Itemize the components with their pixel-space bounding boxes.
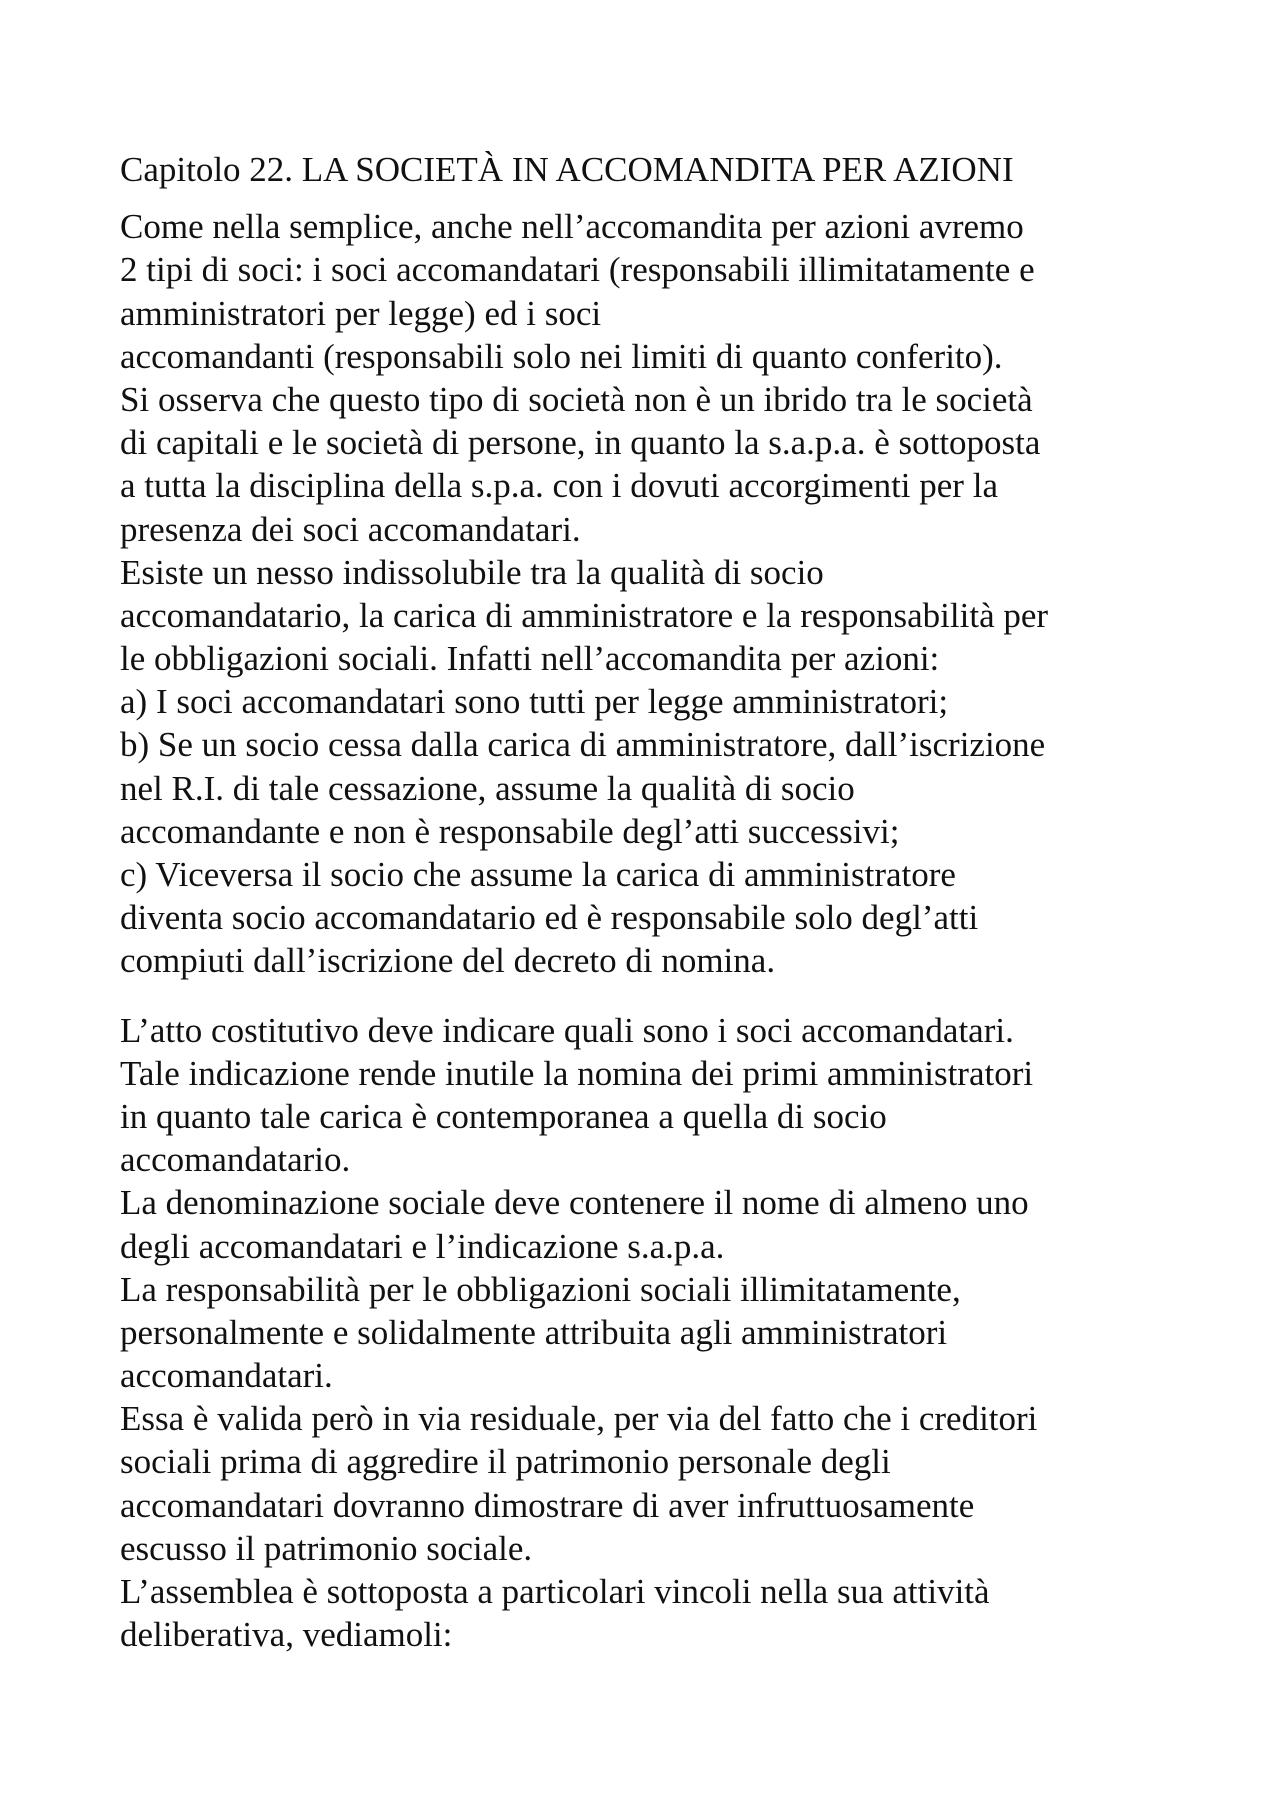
text-line: presenza dei soci accomandatari. xyxy=(120,509,581,549)
list-item-a: a) I soci accomandatari sono tutti per legge amministratori; xyxy=(120,682,949,722)
text-line: Tale indicazione rende inutile la nomina dei primi amministratori xyxy=(120,1053,1034,1093)
list-item-b: b) Se un socio cessa dalla carica di amministratore, dall’iscrizione xyxy=(120,725,1046,765)
paragraph-section-1 xyxy=(120,205,1180,982)
text-line: accomandatario. xyxy=(120,1140,351,1180)
text-line: La responsabilità per le obbligazioni sociali illimitatamente, xyxy=(120,1269,961,1309)
text-line: 2 tipi di soci: i soci accomandatari (responsabili illimitatamente e xyxy=(120,250,1035,290)
text-line: Esiste un nesso indissolubile tra la qualità di socio xyxy=(120,552,824,592)
text-line: L’assemblea è sottoposta a particolari vincoli nella sua attività xyxy=(120,1572,990,1611)
text-line: diventa socio accomandatario ed è responsabile solo degl’atti xyxy=(120,898,979,938)
text-line: L’atto costitutivo deve indicare quali sono i soci accomandatari. xyxy=(120,1010,1014,1050)
text-line: di capitali e le società di persone, in quanto la s.a.p.a. è sottoposta xyxy=(120,423,1041,463)
text-line: accomandatari dovranno dimostrare di aver infruttuosamente xyxy=(120,1485,975,1525)
text-line: escusso il patrimonio sociale. xyxy=(120,1528,533,1568)
paragraph-section-2 xyxy=(120,1009,1180,1657)
text-line: Si osserva che questo tipo di società non è un ibrido tra le società xyxy=(120,379,1033,419)
text-line: le obbligazioni sociali. Infatti nell’accomandita per azioni: xyxy=(120,639,940,679)
text-line: La denominazione sociale deve contenere il nome di almeno uno xyxy=(120,1183,1029,1223)
text-line: Come nella semplice, anche nell’accomandita per azioni avremo xyxy=(120,207,1024,247)
text-line: accomandanti (responsabili solo nei limiti di quanto conferito). xyxy=(120,336,1003,376)
text-line: nel R.I. di tale cessazione, assume la qualità di socio xyxy=(120,768,855,808)
document-body xyxy=(120,148,1180,1656)
list-item-c: c) Viceversa il socio che assume la carica di amministratore xyxy=(120,855,956,894)
text-line: amministratori per legge) ed i soci xyxy=(120,293,602,333)
text-line: in quanto tale carica è contemporanea a quella di socio xyxy=(120,1096,887,1136)
text-line: deliberativa, vediamoli: xyxy=(120,1615,453,1655)
text-line: accomandatario, la carica di amministratore e la responsabilità per xyxy=(120,595,1049,635)
text-line: a tutta la disciplina della s.p.a. con i dovuti accorgimenti per la xyxy=(120,466,998,506)
text-line: accomandatari. xyxy=(120,1356,333,1396)
text-line: personalmente e solidalmente attribuita agli amministratori xyxy=(120,1312,948,1352)
text-line: compiuti dall’iscrizione del decreto di nomina. xyxy=(120,941,776,981)
text-line: sociali prima di aggredire il patrimonio personale degli xyxy=(120,1442,891,1482)
text-line: accomandante e non è responsabile degl’atti successivi; xyxy=(120,811,900,851)
text-line: Essa è valida però in via residuale, per via del fatto che i creditori xyxy=(120,1399,1038,1439)
text-line: degli accomandatari e l’indicazione s.a.p.a. xyxy=(120,1226,725,1266)
page-title: Capitolo 22. LA SOCIETÀ IN ACCOMANDITA PER AZIONI xyxy=(120,150,1014,189)
